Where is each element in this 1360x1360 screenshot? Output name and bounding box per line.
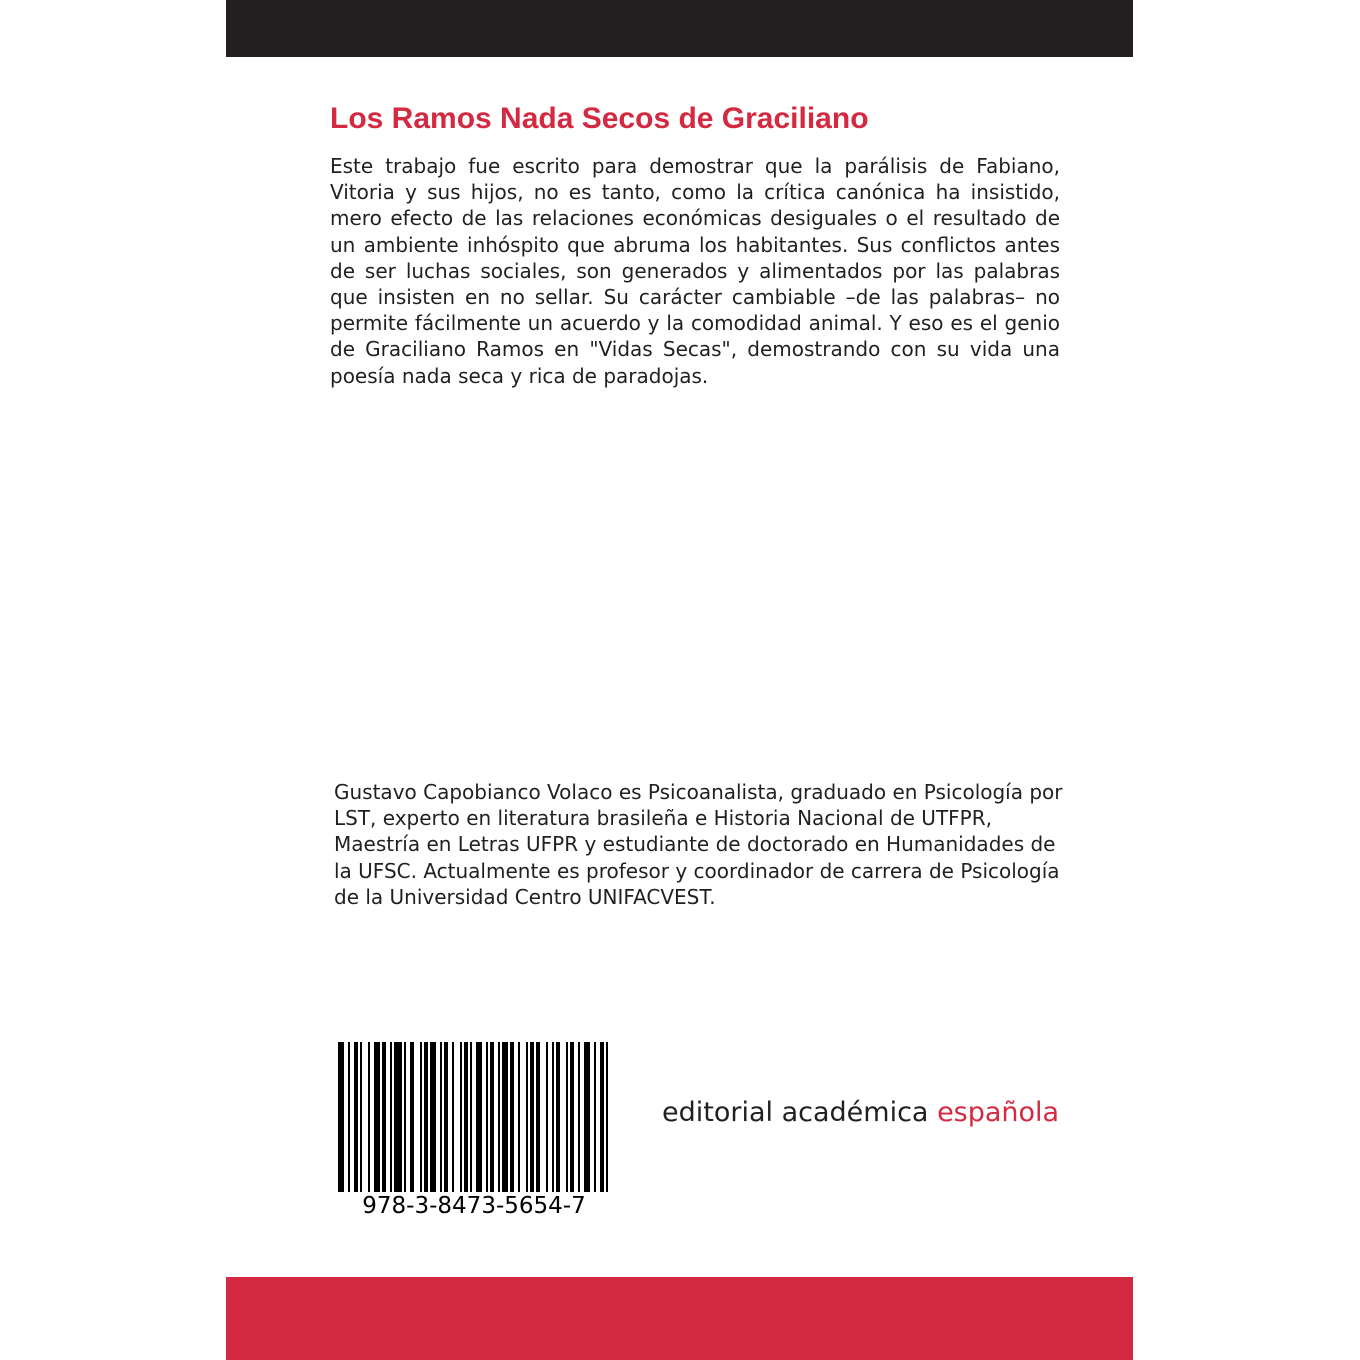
barcode-bar [374,1042,380,1192]
barcode-bar [594,1042,596,1192]
barcode-bar [368,1042,370,1192]
barcode-bar [546,1042,548,1192]
book-back-cover [226,0,1133,1360]
author-biography: Gustavo Capobianco Volaco es Psicoanalista, graduado en Psicología por LST, experto en literatura brasileña e Historia Nacional de UTFPR, Maestría en Letras UFPR y estudiante de doctorado en Humanidades de la UFSC. Actualmente es profesor y coordinador de carrera de Psicología de la Universidad Centro UNIFACVEST. [334,780,1063,909]
barcode-bar [470,1042,472,1192]
barcode-bar [556,1042,560,1192]
barcode-bar [338,1042,344,1192]
barcode-bar [420,1042,422,1192]
book-description: Este trabajo fue escrito para demostrar que la parálisis de Fabiano, Vitoria y sus hijos, no es tanto, como la crítica canónica ha insistido, mero efecto de las relaciones económicas desiguales o el resultado de un ambiente inhóspito que abruma los habitantes. Sus conflictos antes de ser luchas sociales, son generados y alimentados por las palabras que insisten en no sellar. Su carácter cambiable –de las palabras– no permite fácilmente un acuerdo y la comodidad animal. Y eso es el genio de Graciliano Ramos en "Vidas Secas", demostrando con su vida una poesía nada seca y rica de paradojas. [330,154,1060,388]
barcode-bar [502,1042,508,1192]
barcode-bar [444,1042,448,1192]
isbn-number: 978-3-8473-5654-7 [362,1193,586,1219]
barcode-bar [600,1042,604,1192]
barcode-bar [452,1042,454,1192]
barcode-bar [440,1042,442,1192]
isbn-barcode [338,1042,610,1192]
barcode-bar [606,1042,608,1192]
barcode-bar [526,1042,528,1192]
barcode-bar [570,1042,574,1192]
publisher-logo [662,1095,1062,1131]
barcode-bar [578,1042,580,1192]
barcode-bar [390,1042,392,1192]
barcode-bar [424,1042,428,1192]
barcode-bar [518,1042,520,1192]
barcode-bar [464,1042,468,1192]
barcode-bar [486,1042,488,1192]
barcode-bar [498,1042,500,1192]
barcode-bar [394,1042,402,1192]
barcode-bar [354,1042,358,1192]
barcode-bar [490,1042,494,1192]
book-title: Los Ramos Nada Secos de Graciliano [330,102,869,135]
barcode-bar [382,1042,386,1192]
barcode-bar [348,1042,350,1192]
barcode-bar [410,1042,414,1192]
barcode-bar [530,1042,534,1192]
bottom-color-band [226,1277,1133,1360]
barcode-bar [566,1042,568,1192]
barcode-bar [404,1042,406,1192]
barcode-bar [510,1042,514,1192]
barcode-bar [584,1042,590,1192]
barcode-bar [430,1042,436,1192]
barcode-bar [460,1042,462,1192]
barcode-bar [552,1042,554,1192]
barcode-bar [476,1042,482,1192]
top-color-band [226,0,1133,57]
publisher-name-accent: española [937,1097,1060,1128]
barcode-bar [360,1042,362,1192]
barcode-bar [536,1042,540,1192]
publisher-name-primary: editorial académica [662,1097,929,1128]
